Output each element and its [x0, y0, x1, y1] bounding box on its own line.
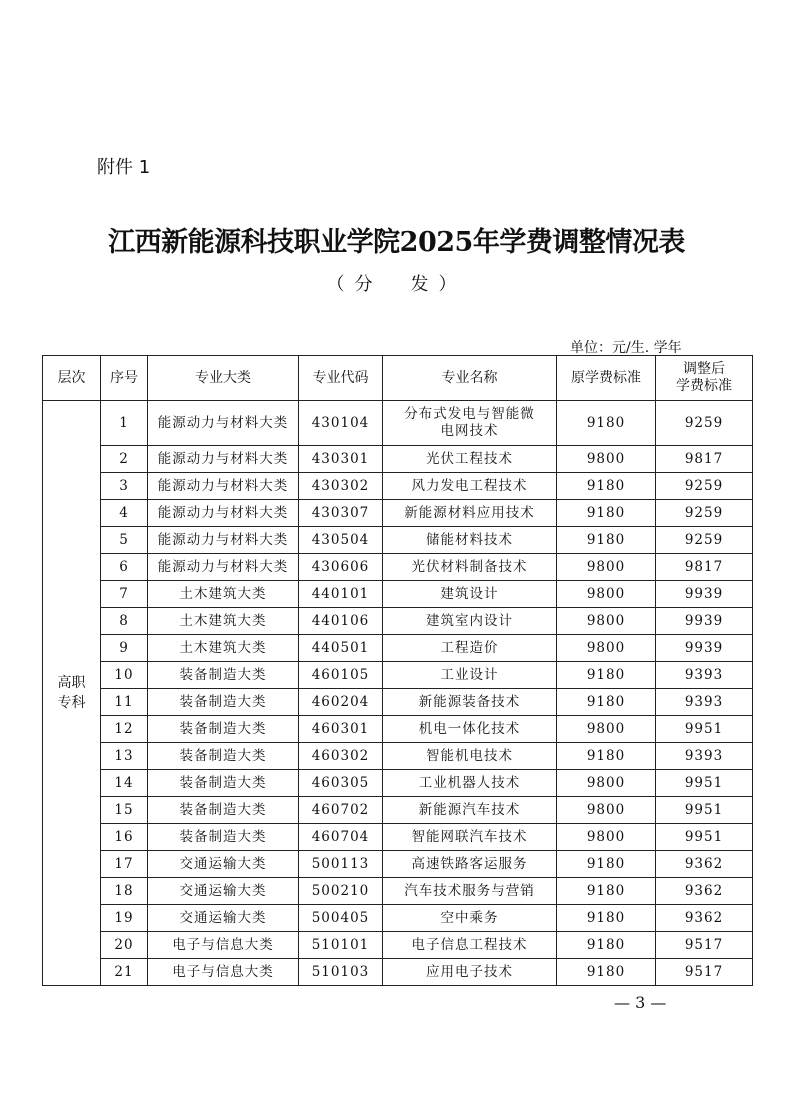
table-header-row [43, 356, 753, 401]
major-category: 土木建筑大类 [148, 635, 299, 662]
original-fee: 9180 [557, 905, 656, 932]
major-name: 智能机电技术 [383, 743, 557, 770]
major-name-line1: 分布式发电与智能微 [404, 406, 535, 422]
column-header-code: 专业代码 [299, 356, 383, 401]
row-number: 4 [101, 500, 148, 527]
row-number: 7 [101, 581, 148, 608]
row-number: 11 [101, 689, 148, 716]
table-row [43, 401, 753, 446]
row-number: 20 [101, 932, 148, 959]
major-name: 新能源汽车技术 [383, 797, 557, 824]
major-code: 460204 [299, 689, 383, 716]
original-fee: 9180 [557, 932, 656, 959]
major-category: 装备制造大类 [148, 689, 299, 716]
row-number: 2 [101, 446, 148, 473]
adjusted-fee: 9259 [656, 473, 753, 500]
adjusted-fee: 9817 [656, 554, 753, 581]
row-number: 6 [101, 554, 148, 581]
level-line1: 高职 [57, 675, 86, 691]
major-code: 440501 [299, 635, 383, 662]
adjusted-fee: 9362 [656, 851, 753, 878]
major-category: 交通运输大类 [148, 851, 299, 878]
major-name: 空中乘务 [383, 905, 557, 932]
major-name: 建筑设计 [383, 581, 557, 608]
major-name: 新能源装备技术 [383, 689, 557, 716]
table-row [43, 500, 753, 527]
major-category: 装备制造大类 [148, 662, 299, 689]
row-number: 19 [101, 905, 148, 932]
row-number: 15 [101, 797, 148, 824]
major-code: 440106 [299, 608, 383, 635]
adjusted-fee: 9951 [656, 824, 753, 851]
unit-note: 单位：元/生. 学年 [570, 340, 682, 356]
major-name: 风力发电工程技术 [383, 473, 557, 500]
adjusted-fee-header-line2: 学费标准 [676, 378, 732, 394]
major-code: 460301 [299, 716, 383, 743]
major-code: 430301 [299, 446, 383, 473]
major-code: 460704 [299, 824, 383, 851]
major-name-line2: 电网技术 [440, 423, 499, 439]
row-number: 18 [101, 878, 148, 905]
adjusted-fee: 9939 [656, 608, 753, 635]
original-fee: 9800 [557, 770, 656, 797]
adjusted-fee: 9951 [656, 770, 753, 797]
major-category: 装备制造大类 [148, 797, 299, 824]
major-category: 能源动力与材料大类 [148, 500, 299, 527]
row-number: 14 [101, 770, 148, 797]
tuition-table [42, 355, 753, 986]
table-row [43, 743, 753, 770]
table-row [43, 635, 753, 662]
major-code: 460302 [299, 743, 383, 770]
major-code: 460305 [299, 770, 383, 797]
adjusted-fee: 9393 [656, 743, 753, 770]
original-fee: 9800 [557, 716, 656, 743]
row-number: 1 [101, 401, 148, 446]
table-row [43, 824, 753, 851]
adjusted-fee: 9259 [656, 401, 753, 446]
table-row [43, 581, 753, 608]
adjusted-fee: 9517 [656, 932, 753, 959]
major-code: 430302 [299, 473, 383, 500]
original-fee: 9180 [557, 851, 656, 878]
row-number: 9 [101, 635, 148, 662]
major-code: 430504 [299, 527, 383, 554]
major-category: 装备制造大类 [148, 824, 299, 851]
original-fee: 9180 [557, 743, 656, 770]
adjusted-fee: 9362 [656, 905, 753, 932]
original-fee: 9180 [557, 662, 656, 689]
major-code: 500113 [299, 851, 383, 878]
adjusted-fee: 9517 [656, 959, 753, 986]
attachment-label: 附件 1 [97, 157, 151, 178]
adjusted-fee: 9393 [656, 689, 753, 716]
document-title: 江西新能源科技职业学院2025年学费调整情况表 [108, 227, 685, 258]
major-category: 电子与信息大类 [148, 959, 299, 986]
table-row [43, 689, 753, 716]
adjusted-fee-header-line1: 调整后 [683, 361, 725, 377]
table-row [43, 527, 753, 554]
row-number: 5 [101, 527, 148, 554]
major-code: 460105 [299, 662, 383, 689]
row-number: 10 [101, 662, 148, 689]
major-name: 光伏材料制备技术 [383, 554, 557, 581]
column-header-number: 序号 [101, 356, 148, 401]
major-name: 机电一体化技术 [383, 716, 557, 743]
major-name [383, 401, 557, 446]
original-fee: 9180 [557, 401, 656, 446]
major-category: 土木建筑大类 [148, 608, 299, 635]
original-fee: 9800 [557, 608, 656, 635]
major-category: 电子与信息大类 [148, 932, 299, 959]
original-fee: 9180 [557, 473, 656, 500]
major-category: 能源动力与材料大类 [148, 473, 299, 500]
adjusted-fee: 9817 [656, 446, 753, 473]
table-row [43, 905, 753, 932]
major-name: 工程造价 [383, 635, 557, 662]
row-number: 3 [101, 473, 148, 500]
major-code: 510103 [299, 959, 383, 986]
major-category: 能源动力与材料大类 [148, 446, 299, 473]
adjusted-fee: 9393 [656, 662, 753, 689]
row-number: 12 [101, 716, 148, 743]
original-fee: 9180 [557, 959, 656, 986]
major-code: 430606 [299, 554, 383, 581]
table-row [43, 959, 753, 986]
major-code: 500405 [299, 905, 383, 932]
row-number: 13 [101, 743, 148, 770]
major-category: 能源动力与材料大类 [148, 527, 299, 554]
column-header-major-name: 专业名称 [383, 356, 557, 401]
major-name: 汽车技术服务与营销 [383, 878, 557, 905]
adjusted-fee: 9259 [656, 500, 753, 527]
row-number: 21 [101, 959, 148, 986]
major-name: 工业机器人技术 [383, 770, 557, 797]
table-row [43, 932, 753, 959]
major-category: 交通运输大类 [148, 878, 299, 905]
original-fee: 9800 [557, 581, 656, 608]
major-code: 430104 [299, 401, 383, 446]
table-row [43, 473, 753, 500]
original-fee: 9180 [557, 689, 656, 716]
major-name: 储能材料技术 [383, 527, 557, 554]
adjusted-fee: 9939 [656, 581, 753, 608]
adjusted-fee: 9951 [656, 797, 753, 824]
original-fee: 9180 [557, 527, 656, 554]
page-number: — 3 — [614, 993, 667, 1012]
column-header-adjusted-fee [656, 356, 753, 401]
row-number: 8 [101, 608, 148, 635]
major-category: 土木建筑大类 [148, 581, 299, 608]
original-fee: 9800 [557, 446, 656, 473]
original-fee: 9180 [557, 500, 656, 527]
major-name: 新能源材料应用技术 [383, 500, 557, 527]
table-row [43, 770, 753, 797]
original-fee: 9800 [557, 797, 656, 824]
major-code: 430307 [299, 500, 383, 527]
column-header-original-fee: 原学费标准 [557, 356, 656, 401]
table-row [43, 878, 753, 905]
adjusted-fee: 9939 [656, 635, 753, 662]
original-fee: 9800 [557, 554, 656, 581]
major-name: 高速铁路客运服务 [383, 851, 557, 878]
adjusted-fee: 9951 [656, 716, 753, 743]
table-row [43, 608, 753, 635]
level-cell [43, 401, 101, 986]
major-name: 建筑室内设计 [383, 608, 557, 635]
table-row [43, 851, 753, 878]
table-row [43, 797, 753, 824]
table-row [43, 662, 753, 689]
original-fee: 9800 [557, 824, 656, 851]
column-header-level: 层次 [43, 356, 101, 401]
major-code: 500210 [299, 878, 383, 905]
adjusted-fee: 9259 [656, 527, 753, 554]
table-row [43, 554, 753, 581]
major-name: 电子信息工程技术 [383, 932, 557, 959]
major-code: 460702 [299, 797, 383, 824]
table-row [43, 446, 753, 473]
row-number: 16 [101, 824, 148, 851]
original-fee: 9180 [557, 878, 656, 905]
major-category: 能源动力与材料大类 [148, 554, 299, 581]
major-name: 光伏工程技术 [383, 446, 557, 473]
row-number: 17 [101, 851, 148, 878]
major-name: 工业设计 [383, 662, 557, 689]
major-category: 能源动力与材料大类 [148, 401, 299, 446]
major-name: 智能网联汽车技术 [383, 824, 557, 851]
major-name: 应用电子技术 [383, 959, 557, 986]
original-fee: 9800 [557, 635, 656, 662]
column-header-category: 专业大类 [148, 356, 299, 401]
major-code: 510101 [299, 932, 383, 959]
adjusted-fee: 9362 [656, 878, 753, 905]
document-subtitle: （分 发） [326, 274, 467, 295]
major-category: 装备制造大类 [148, 743, 299, 770]
major-code: 440101 [299, 581, 383, 608]
table-row [43, 716, 753, 743]
major-category: 装备制造大类 [148, 770, 299, 797]
level-line2: 专科 [57, 695, 86, 711]
major-category: 交通运输大类 [148, 905, 299, 932]
major-category: 装备制造大类 [148, 716, 299, 743]
